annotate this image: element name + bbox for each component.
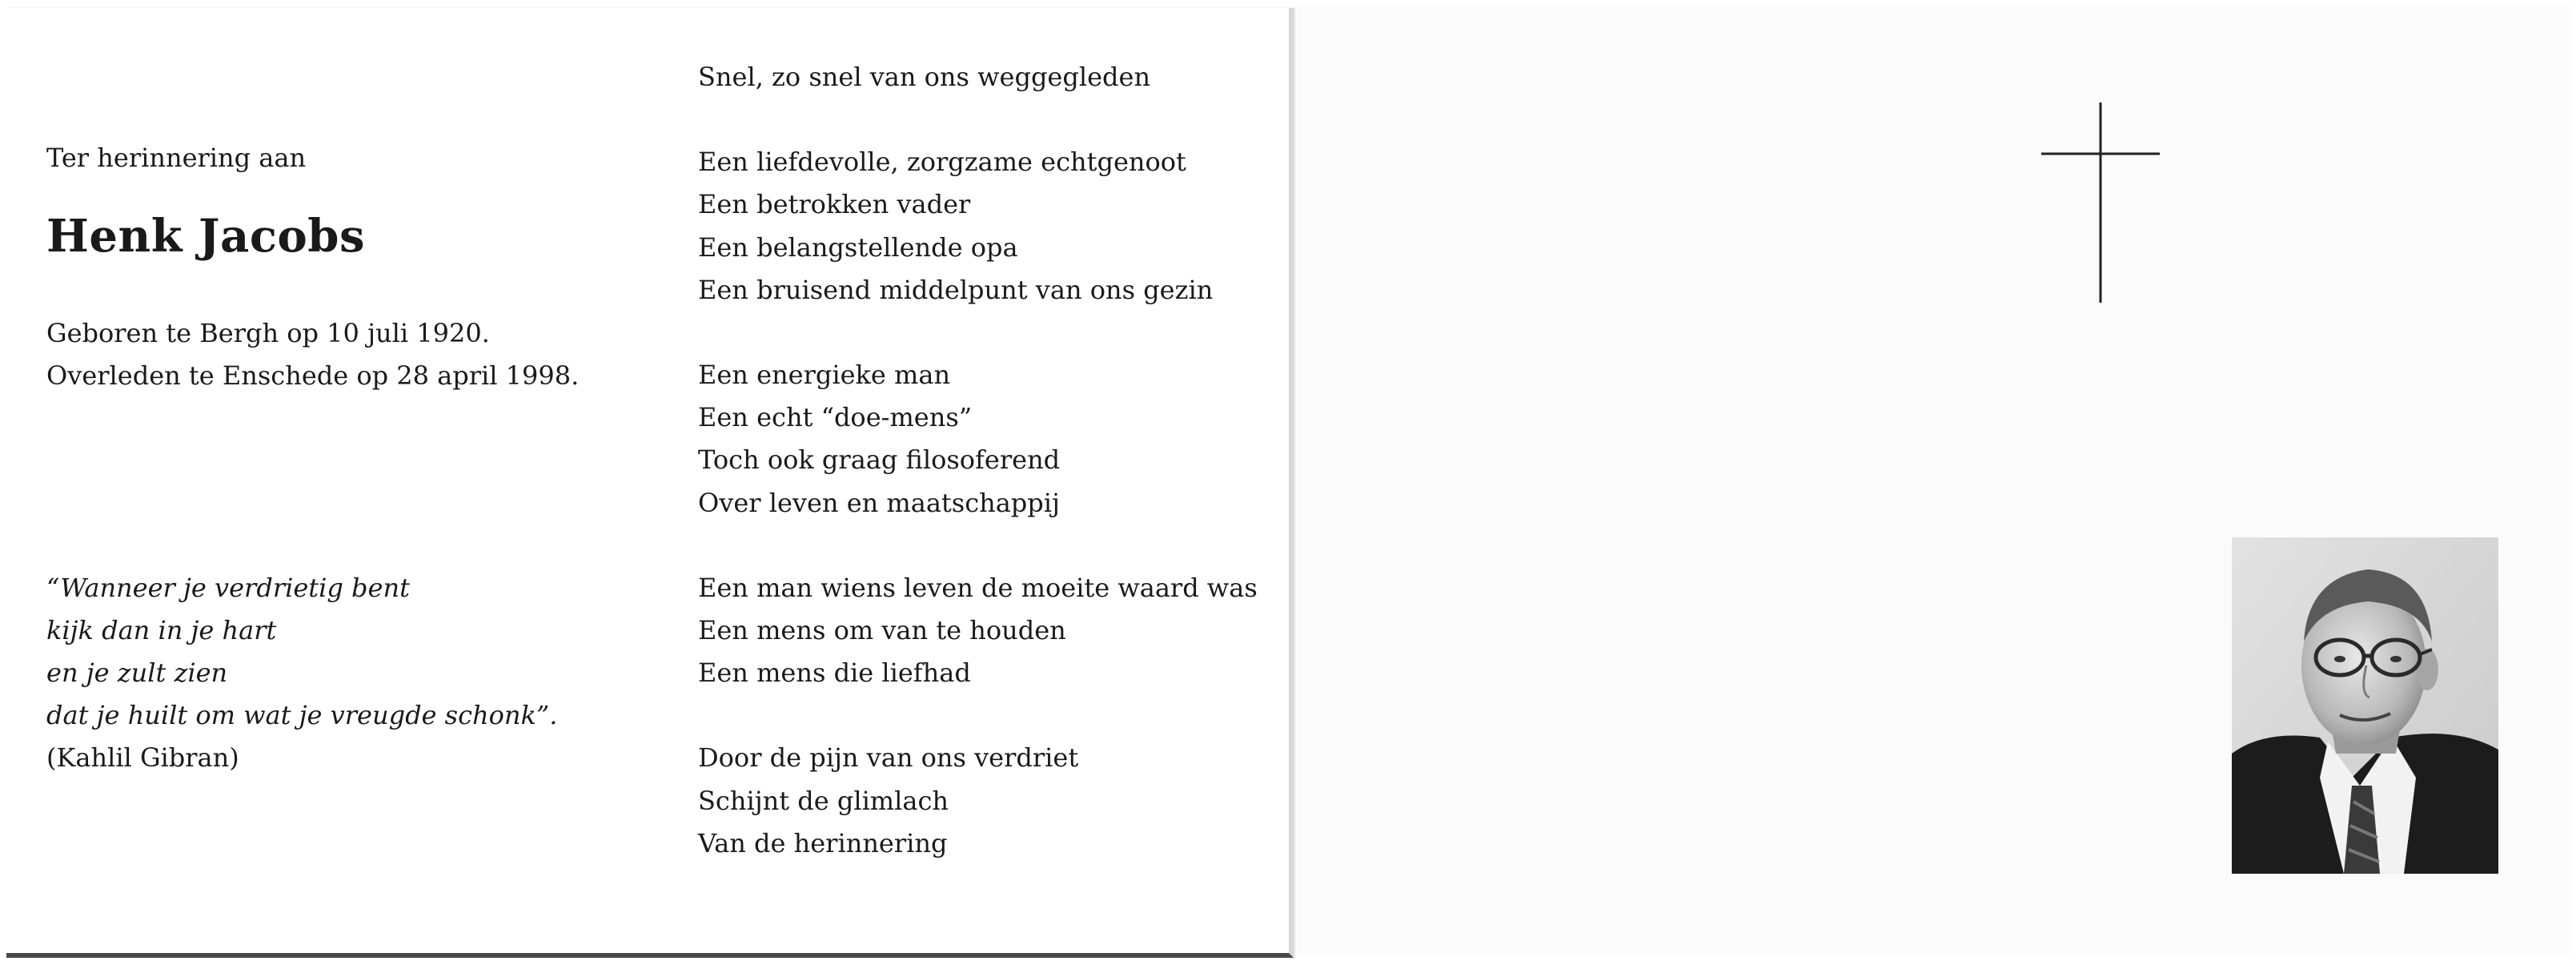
quote-line: dat je huilt om wat je vreugde schonk”. (46, 700, 558, 730)
poem-line: Over leven en maatschappij (698, 487, 1060, 518)
poem-line: Een mens die liefhad (698, 657, 971, 689)
poem-line: Een liefdevolle, zorgzame echtgenoot (698, 147, 1186, 178)
poem-line: Een bruisend middelpunt van ons gezin (698, 274, 1214, 305)
stanza-spacer (698, 525, 1258, 567)
quote-block (46, 567, 557, 779)
stanza-spacer (698, 99, 1258, 141)
intro-text: Ter herinnering aan (46, 143, 307, 173)
poem-line: Een man wiens leven de moeite waard was (698, 572, 1258, 603)
portrait-image (2232, 537, 2498, 874)
portrait-photo (2232, 537, 2498, 874)
quote-line: en je zult zien (46, 657, 228, 688)
cross-icon (2041, 103, 2160, 303)
poem-stanza-4 (698, 737, 1258, 865)
poem-line: Door de pijn van ons verdriet (698, 742, 1079, 774)
stanza-spacer (698, 312, 1258, 354)
poem-line: Van de herinnering (698, 827, 948, 858)
death-line: Overleden te Enschede op 28 april 1998. (46, 360, 580, 391)
poem-line: Een energieke man (698, 360, 951, 391)
poem-line: Een betrokken vader (698, 189, 971, 220)
poem-line: Een belangstellende opa (698, 231, 1018, 263)
poem-stanza-1 (698, 141, 1258, 312)
poem (698, 56, 1258, 865)
birth-line: Geboren te Bergh op 10 juli 1920. (46, 318, 490, 348)
life-dates (46, 312, 579, 397)
poem-line: Toch ook graag filosoferend (698, 444, 1061, 476)
poem-line: Schijnt de glimlach (698, 785, 949, 816)
deceased-name: Henk Jacobs (46, 210, 365, 263)
quote-author: (Kahlil Gibran) (46, 742, 239, 773)
poem-line: Een mens om van te houden (698, 615, 1066, 646)
poem-stanza-3 (698, 567, 1258, 695)
poem-opening-line: Snel, zo snel van ons weggegleden (698, 62, 1151, 92)
quote-line: kijk dan in je hart (46, 615, 277, 645)
poem-line: Een echt “doe-mens” (698, 402, 973, 433)
quote-line: “Wanneer je verdrietig bent (46, 573, 410, 603)
stanza-spacer (698, 694, 1258, 737)
poem-stanza-2 (698, 354, 1258, 525)
